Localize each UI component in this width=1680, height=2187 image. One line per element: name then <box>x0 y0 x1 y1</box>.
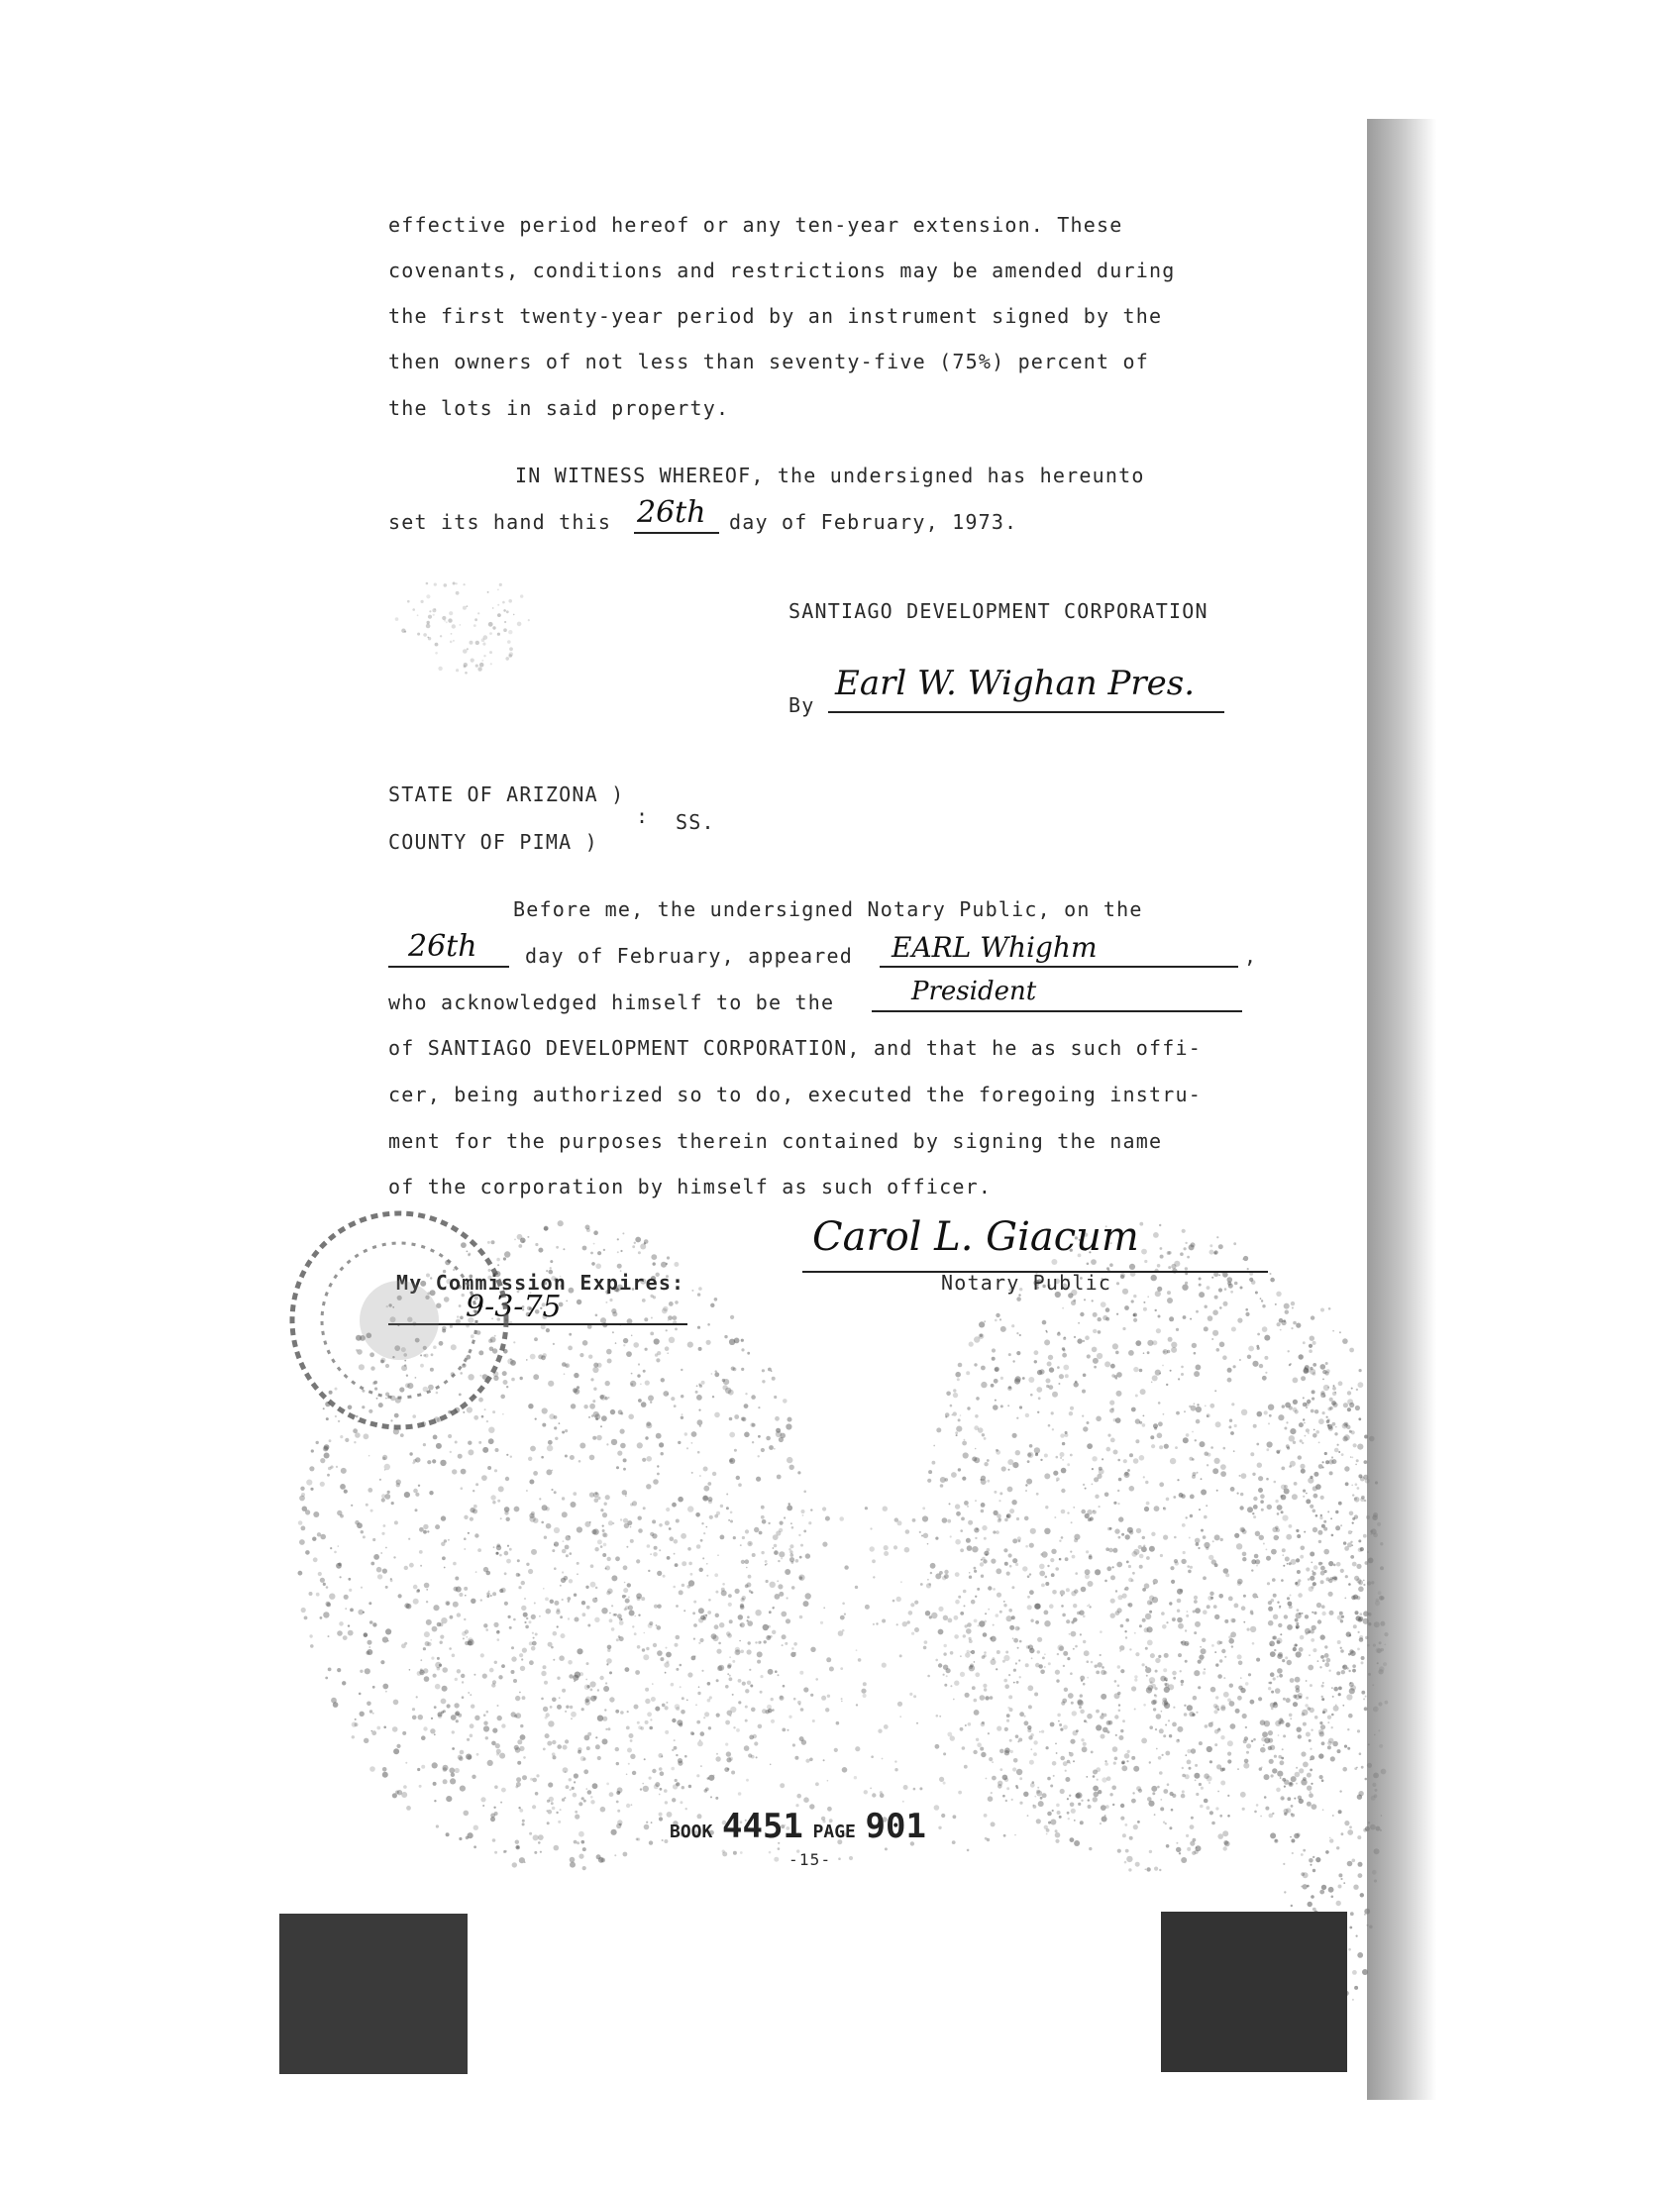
notary-label: Notary Public <box>941 1271 1112 1295</box>
body-line: then owners of not less than seventy-five (75%) percent of <box>388 350 1149 373</box>
witness-suffix: day of February, 1973. <box>729 510 1018 534</box>
ack-day-handwritten: 26th <box>408 929 477 964</box>
venue-colon: : <box>636 804 650 828</box>
witness-line: IN WITNESS WHEREOF, the undersigned has hereunto <box>515 464 1145 487</box>
page-edge-shadow <box>1367 119 1436 2100</box>
bottom-right-dark-patch <box>1161 1912 1347 2072</box>
notary-seal <box>285 1206 513 1434</box>
witness-prefix: set its hand this <box>388 510 612 534</box>
ack-line: of SANTIAGO DEVELOPMENT CORPORATION, and that he as such offi- <box>388 1036 1202 1060</box>
ack-line-mid: day of February, appeared <box>525 944 854 968</box>
title-underline <box>872 1010 1242 1012</box>
page-marker: -15- <box>788 1850 832 1869</box>
body-line: effective period hereof or any ten-year extension. These <box>388 213 1123 237</box>
book-label: BOOK <box>670 1822 713 1842</box>
commission-label: My Commission Expires: <box>396 1271 685 1295</box>
venue-state: STATE OF ARIZONA ) <box>388 782 625 806</box>
title-handwritten: President <box>911 977 1037 1006</box>
appeared-name-handwritten: EARL Whighm <box>892 931 1098 964</box>
bottom-left-dark-patch <box>279 1914 468 2074</box>
ack-line: of the corporation by himself as such officer. <box>388 1175 993 1198</box>
witness-day-underline <box>634 532 719 534</box>
recording-stamp <box>670 1807 926 1846</box>
ack-line: Before me, the undersigned Notary Public, on the <box>513 897 1143 921</box>
president-signature: Earl W. Wighan Pres. <box>835 664 1196 703</box>
venue-ss: SS. <box>676 810 715 834</box>
ack-comma: , <box>1244 944 1258 968</box>
appeared-name-underline <box>880 966 1238 968</box>
signature-line <box>828 711 1224 713</box>
corporation-name: SANTIAGO DEVELOPMENT CORPORATION <box>788 599 1208 623</box>
page-label: PAGE <box>812 1822 856 1842</box>
book-number: 4451 <box>722 1807 803 1846</box>
witness-day-handwritten: 26th <box>637 495 706 530</box>
page-number: 901 <box>865 1807 926 1846</box>
commission-date-handwritten: 9-3-75 <box>466 1290 562 1324</box>
body-line: the lots in said property. <box>388 396 730 420</box>
body-line: the first twenty-year period by an instrument signed by the <box>388 304 1163 328</box>
ack-line: ment for the purposes therein contained by signing the name <box>388 1129 1163 1153</box>
notary-signature: Carol L. Giacum <box>812 1214 1139 1260</box>
by-label: By <box>788 693 815 717</box>
venue-county: COUNTY OF PIMA ) <box>388 830 598 854</box>
ack-line: cer, being authorized so to do, executed the foregoing instru- <box>388 1083 1202 1106</box>
ack-line-prefix: who acknowledged himself to be the <box>388 990 835 1014</box>
ack-day-underline <box>388 966 509 968</box>
body-line: covenants, conditions and restrictions may be amended during <box>388 259 1176 282</box>
